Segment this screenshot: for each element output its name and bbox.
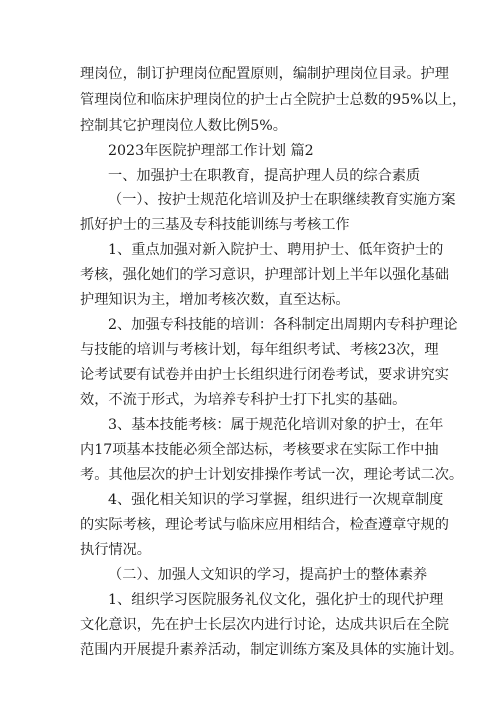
- section-title: 2023年医院护理部工作计划 篇2: [108, 143, 314, 159]
- paragraph-line: 护理知识为主，增加考核次数，直至达标。: [80, 292, 350, 308]
- paragraph-line: 控制其它护理岗位人数比例5%。: [80, 118, 287, 134]
- paragraph-line: 论考试要有试卷并由护士长组织进行闭卷考试，要求讲究实: [80, 367, 449, 383]
- paragraph-line: 4、强化相关知识的学习掌握，组织进行一次规章制度: [108, 492, 444, 508]
- paragraph-line: 与技能的培训与考核计划，每年组织考试、考核23次，理: [80, 342, 439, 358]
- heading-level-2: （一）、按护士规范化培训及护士在职继续教育实施方案: [108, 192, 456, 208]
- paragraph-line: 1、组织学习医院服务礼仪文化，强化护士的现代护理: [108, 592, 444, 608]
- paragraph-line: 2、加强专科技能的培训：各科制定出周期内专科护理论: [108, 317, 458, 333]
- heading-level-1: 一、加强护士在职教育，提高护理人员的综合素质: [108, 168, 421, 184]
- paragraph-line: 文化意识，先在护士长层次内进行讨论，达成共识后在全院: [80, 617, 449, 633]
- paragraph-line: 范围内开展提升素养活动，制定训练方案及具体的实施计划。: [80, 642, 464, 658]
- paragraph-line: 管理岗位和临床护理岗位的护士占全院护士总数的95%以上，: [80, 92, 467, 108]
- paragraph-line: 3、基本技能考核：属于规范化培训对象的护士，在年: [108, 417, 444, 433]
- heading-level-2: （二）、加强人文知识的学习，提高护士的整体素养: [108, 567, 428, 583]
- paragraph-line: 1、重点加强对新入院护士、聘用护士、低年资护士的: [108, 242, 444, 258]
- heading-level-2-cont: 抓好护士的三基及专科技能训练与考核工作: [80, 217, 350, 233]
- paragraph-line: 内17项基本技能必须全部达标，考核要求在实际工作中抽: [80, 442, 439, 458]
- paragraph-line: 效，不流于形式，为培养专科护士打下扎实的基础。: [80, 392, 407, 408]
- paragraph-line: 的实际考核，理论考试与临床应用相结合，检查遵章守规的: [80, 517, 449, 533]
- paragraph-line: 考核，强化她们的学习意识，护理部计划上半年以强化基础: [80, 267, 449, 283]
- paragraph-line: 理岗位，制订护理岗位配置原则，编制护理岗位目录。护理: [80, 66, 449, 82]
- paragraph-line: 执行情况。: [80, 542, 151, 558]
- paragraph-line: 考。其他层次的护士计划安排操作考试一次，理论考试二次。: [80, 467, 464, 483]
